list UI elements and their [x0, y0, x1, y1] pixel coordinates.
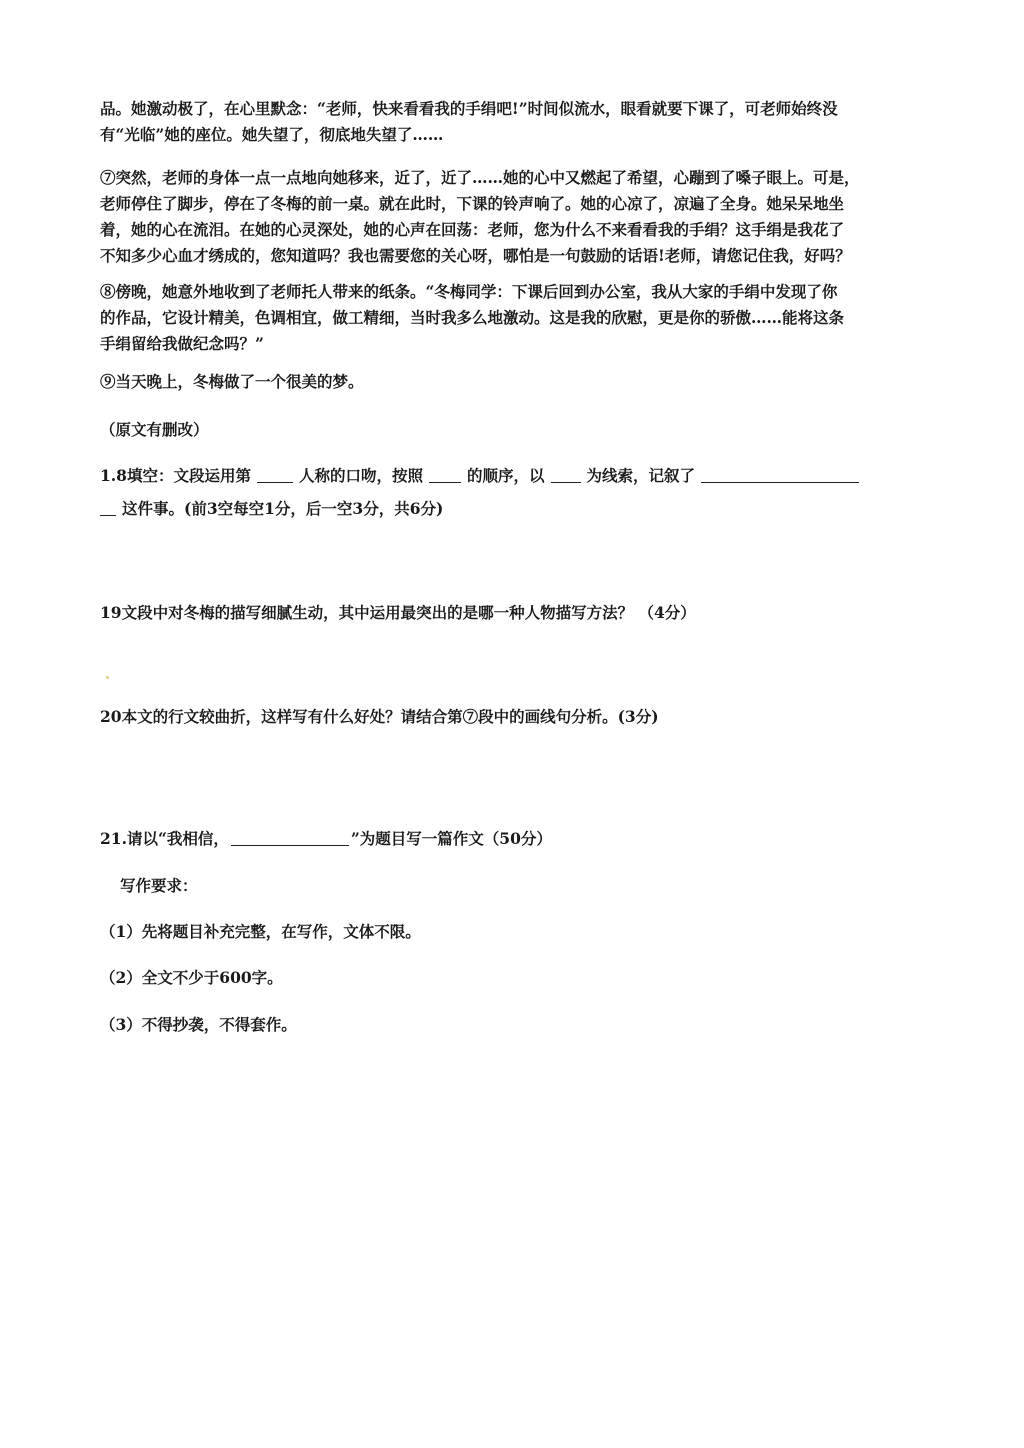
question-18-line-1	[100, 463, 865, 489]
text-line: （原文有删改）	[100, 420, 209, 439]
requirement-2	[100, 965, 283, 991]
text-line: 着，她的心在流泪。在她的心灵深处，她的心声在回荡：老师，您为什么不来看看我的手绢？这手绢是我花了	[100, 220, 845, 239]
question-18	[100, 463, 865, 522]
q18-text-5: 这件事。(前3空每空1分，后一空3分，共6分)	[122, 499, 444, 518]
paragraph-6	[100, 96, 838, 148]
text-line: ⑨当天晚上，冬梅做了一个很美的梦。	[100, 372, 364, 391]
paragraph-9	[100, 369, 364, 395]
q18-text-1: 1.8填空：文段运用第	[100, 466, 251, 485]
stray-mark	[106, 676, 109, 679]
answer-blank-3[interactable]	[551, 466, 581, 483]
source-note	[100, 417, 209, 443]
answer-blank-1[interactable]	[257, 466, 293, 483]
text-line: 品。她激动极了，在心里默念：“老师，快来看看我的手绢吧!”时间似流水，眼看就要下课了，可老师始终没	[100, 99, 838, 118]
answer-blank-4[interactable]	[701, 466, 859, 483]
question-21-title	[100, 826, 552, 852]
text-line: 19文段中对冬梅的描写细腻生动，其中运用最突出的是哪一种人物描写方法？ （4分）	[100, 603, 696, 622]
requirement-1	[100, 919, 421, 945]
q18-text-2: 人称的口吻，按照	[298, 466, 423, 485]
text-line: （2）全文不少于600字。	[100, 968, 283, 987]
q21-prefix: 21.请以“我相信，	[100, 829, 229, 848]
q21-suffix: ”为题目写一篇作文（50分）	[350, 829, 552, 848]
q18-text-3: 的顺序，以	[466, 466, 545, 485]
text-line: 不知多少心血才绣成的，您知道吗？我也需要您的关心呀，哪怕是一句鼓励的话语!老师，请您记住我，好吗？	[100, 246, 851, 265]
text-line: 手绢留给我做纪念吗？”	[100, 334, 264, 353]
text-line: ⑧傍晚，她意外地收到了老师托人带来的纸条。“冬梅同学：下课后回到办公室，我从大家的手绢中发现了你	[100, 282, 838, 301]
question-20	[100, 704, 659, 730]
requirement-3	[100, 1012, 297, 1038]
question-21	[100, 826, 552, 852]
text-line: （3）不得抄袭，不得套作。	[100, 1015, 297, 1034]
question-19	[100, 600, 696, 626]
paragraph-7	[100, 165, 860, 269]
answer-blank-2[interactable]	[429, 466, 461, 483]
text-line: 20本文的行文较曲折，这样写有什么好处？请结合第⑦段中的画线句分析。(3分)	[100, 707, 659, 726]
text-line: ⑦突然，老师的身体一点一点地向她移来，近了，近了……她的心中又燃起了希望，心蹦到了嗓子眼上。可是，	[100, 168, 860, 187]
answer-blank-4-continued[interactable]	[100, 499, 116, 516]
q18-text-4: 为线索，记叙了	[586, 466, 696, 485]
writing-requirements-title	[120, 873, 198, 899]
text-line: 的作品，它设计精美，色调相宜，做工精细，当时我多么地激动。这是我的欣慰，更是你的骄傲……能将这条	[100, 308, 845, 327]
text-line: 有“光临”她的座位。她失望了，彻底地失望了……	[100, 125, 444, 144]
title-blank[interactable]	[231, 829, 349, 846]
paragraph-8	[100, 279, 844, 357]
text-line: （1）先将题目补充完整，在写作，文体不限。	[100, 922, 421, 941]
text-line: 老师停住了脚步，停在了冬梅的前一桌。就在此时，下课的铃声响了。她的心凉了，凉遍了全身。她呆呆地坐	[100, 194, 845, 213]
question-18-line-2	[100, 496, 865, 522]
text-line: 写作要求：	[120, 876, 198, 895]
